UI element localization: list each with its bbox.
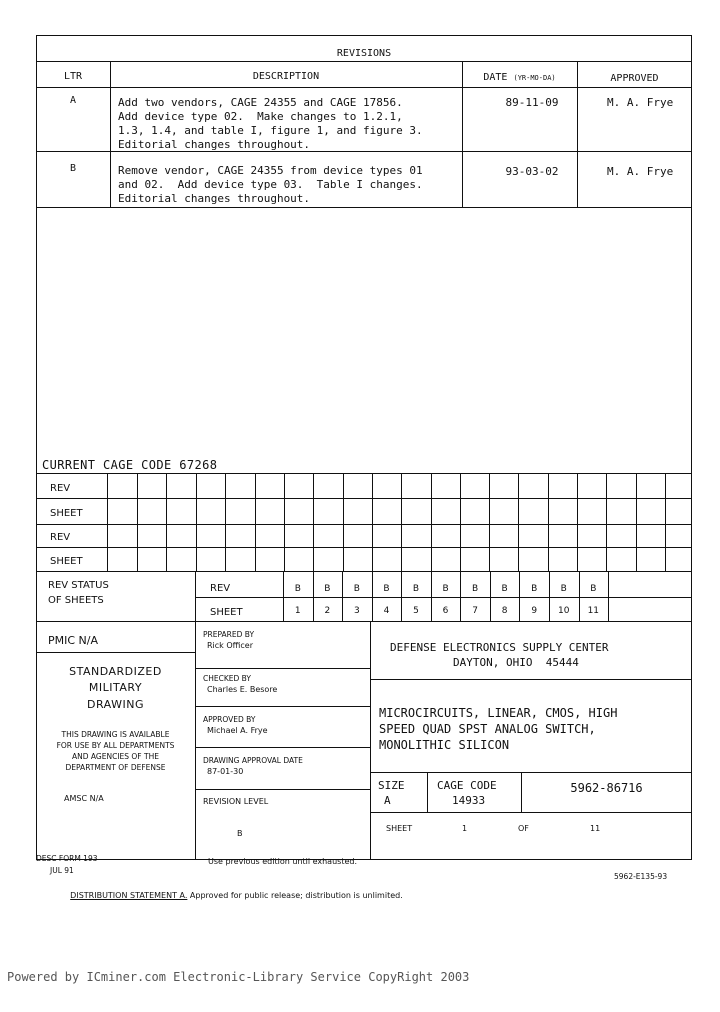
rev-status-rev: B: [560, 584, 567, 594]
drawing-title-line: SPEED QUAD SPST ANALOG SWITCH,: [379, 722, 596, 736]
grid-column-line: [577, 473, 578, 571]
rev-status-sheet: 8: [501, 606, 508, 616]
rev-status-rev: B: [442, 584, 449, 594]
current-cage-code: CURRENT CAGE CODE 67268: [42, 458, 218, 472]
rev-status-sheet: 9: [531, 606, 538, 616]
agency-line: DEFENSE ELECTRONICS SUPPLY CENTER: [390, 641, 609, 654]
rev-status-sheet: 2: [324, 606, 331, 616]
grid-label-sheet: SHEET: [50, 556, 83, 567]
form-number: 5962-E135-93: [614, 872, 668, 881]
approved-by-label: APPROVED BY: [203, 715, 256, 724]
distribution-statement: [60, 882, 403, 909]
rev-status-sheet: 1: [294, 606, 301, 616]
size-label: SIZE: [378, 779, 405, 792]
rev-status-sheet: 10: [558, 606, 570, 616]
rev-status-sheet: 6: [442, 606, 449, 616]
powered-by: Powered by ICminer.com Electronic-Library Service CopyRight 2003: [7, 970, 470, 984]
revision-approver: M. A. Frye: [607, 96, 674, 109]
sheet-number: 1: [462, 824, 468, 833]
date-header: [462, 72, 577, 83]
rev-status-rev: B: [590, 584, 597, 594]
smd-title-line: DRAWING: [87, 698, 144, 711]
revision-letter: B: [69, 163, 77, 174]
grid-column-line: [636, 473, 637, 571]
grid-column-line: [548, 473, 549, 571]
grid-column-line: [137, 473, 138, 571]
grid-column-line: [665, 473, 666, 571]
revision-description-line: and 02. Add device type 03. Table I changes.: [118, 178, 423, 191]
rev-status-column-line: [608, 571, 609, 621]
revision-letter: A: [69, 95, 77, 106]
revision-level: B: [237, 829, 243, 838]
cage-code-value: 14933: [452, 794, 486, 807]
availability-line: THIS DRAWING IS AVAILABLE: [61, 730, 170, 739]
availability-line: FOR USE BY ALL DEPARTMENTS: [56, 741, 175, 750]
drawing-number: 5962-86716: [570, 781, 643, 795]
smd-title-line: STANDARDIZED: [69, 665, 162, 678]
rev-status-sheet-label: SHEET: [210, 607, 243, 618]
rev-status-rev: B: [383, 584, 390, 594]
total-sheets: 11: [590, 824, 601, 833]
availability-line: DEPARTMENT OF DEFENSE: [65, 763, 166, 772]
approved-header: APPROVED: [610, 73, 659, 84]
revision-date: 89-11-09: [505, 96, 559, 109]
ltr-header: LTR: [63, 71, 83, 82]
grid-label-rev: REV: [50, 483, 71, 494]
cage-code-label: CAGE CODE: [437, 779, 497, 792]
rev-status-rev: B: [324, 584, 331, 594]
of-label: OF: [518, 824, 529, 833]
rev-status-rev: B: [294, 584, 301, 594]
agency-line: DAYTON, OHIO 45444: [453, 656, 579, 669]
grid-label-rev: REV: [50, 532, 71, 543]
prepared-by-label: PREPARED BY: [203, 630, 255, 639]
grid-column-line: [284, 473, 285, 571]
approval-date-label: DRAWING APPROVAL DATE: [203, 756, 303, 765]
drawing-title-line: MICROCIRCUITS, LINEAR, CMOS, HIGH: [379, 706, 618, 720]
form-date: JUL 91: [50, 866, 74, 875]
revisions-title: REVISIONS: [336, 48, 392, 59]
distribution-label: DISTRIBUTION STATEMENT A.: [70, 891, 188, 900]
of-sheets-label: OF SHEETS: [48, 595, 104, 606]
grid-column-line: [489, 473, 490, 571]
rev-status-rev: B: [501, 584, 508, 594]
rev-status-rev: B: [472, 584, 479, 594]
grid-column-line: [313, 473, 314, 571]
form-id: DESC FORM 193: [36, 854, 98, 863]
date-header-label: DATE: [483, 72, 508, 83]
revision-level-label: REVISION LEVEL: [203, 797, 269, 806]
grid-column-line: [255, 473, 256, 571]
previous-edition-note: Use previous edition until exhausted.: [208, 857, 357, 866]
approved-by-name: Michael A. Frye: [207, 726, 268, 735]
rev-status-sheet: 3: [354, 606, 360, 616]
grid-column-line: [606, 473, 607, 571]
approval-date: 87-01-30: [207, 767, 244, 776]
rev-status-sheet: 11: [587, 606, 600, 616]
revision-description-line: Editorial changes throughout.: [118, 192, 311, 205]
grid-column-line: [518, 473, 519, 571]
amsc: AMSC N/A: [64, 794, 104, 803]
distribution-text: Approved for public release; distribution is unlimited.: [187, 891, 403, 900]
revision-description-line: Add device type 02. Make changes to 1.2.1,: [118, 110, 403, 123]
grid-column-line: [460, 473, 461, 571]
grid-column-line: [431, 473, 432, 571]
drawing-title-line: MONOLITHIC SILICON: [379, 738, 510, 752]
checked-by-name: Charles E. Besore: [207, 685, 278, 694]
checked-by-label: CHECKED BY: [203, 674, 251, 683]
sheet-label: SHEET: [386, 824, 413, 833]
grid-column-line: [401, 473, 402, 571]
rev-status-label: REV STATUS: [48, 580, 109, 591]
rev-status-sheet: 7: [472, 606, 478, 616]
rev-status-sheet: 5: [413, 606, 419, 616]
rev-status-rev: B: [531, 584, 538, 594]
grid-label-sheet: SHEET: [50, 508, 83, 519]
date-header-format: (YR-MO-DA): [513, 74, 556, 82]
revision-description-line: Editorial changes throughout.: [118, 138, 311, 151]
rev-status-sheet: 4: [383, 606, 390, 616]
rev-status-rev: B: [353, 584, 360, 594]
revision-description-line: Add two vendors, CAGE 24355 and CAGE 17856.: [118, 96, 403, 109]
grid-column-line: [196, 473, 197, 571]
grid-column-line: [372, 473, 373, 571]
grid-column-line: [343, 473, 344, 571]
availability-line: AND AGENCIES OF THE: [72, 752, 159, 761]
rev-status-rev: B: [412, 584, 420, 594]
grid-column-line: [166, 473, 167, 571]
revision-description-line: 1.3, 1.4, and table I, figure 1, and figure 3.: [118, 124, 423, 137]
smd-title-line: MILITARY: [88, 681, 143, 694]
prepared-by-name: Rick Officer: [207, 641, 253, 650]
description-header: DESCRIPTION: [252, 71, 320, 82]
revision-date: 93-03-02: [505, 165, 559, 178]
grid-column-line: [225, 473, 226, 571]
revision-description-line: Remove vendor, CAGE 24355 from device types 01: [118, 164, 423, 177]
pmic: PMIC N/A: [48, 634, 99, 647]
rev-status-rev-label: REV: [210, 583, 231, 594]
revision-approver: M. A. Frye: [607, 165, 674, 178]
size-value: A: [384, 794, 391, 807]
